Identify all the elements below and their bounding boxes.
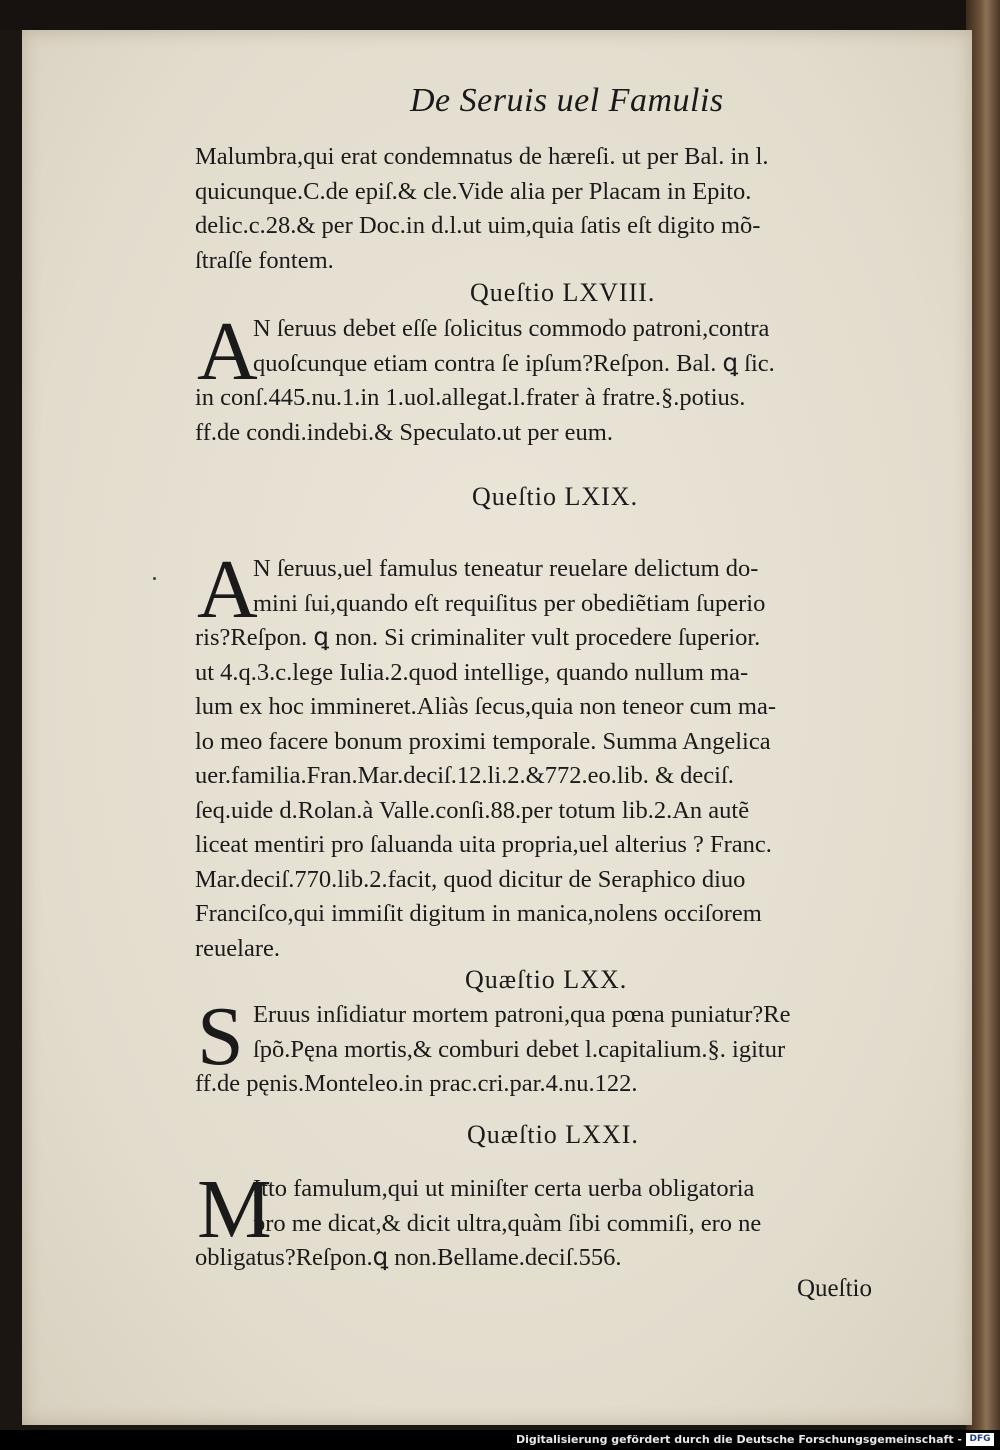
footer-bar [0, 1430, 1000, 1450]
question-68-initial: A [197, 305, 258, 398]
text-line: ſtraſſe fontem. [195, 246, 334, 274]
question-71-text [195, 1163, 940, 1276]
text-line: ff.de condi.indebi.& Speculato.ut per eum. [195, 418, 613, 446]
text-line: obligatus?Reſpon.ꝗ non.Bellame.deciſ.556. [195, 1244, 622, 1271]
text-line: N ſeruus debet eſſe ſolicitus commodo patroni,contra [253, 315, 770, 342]
text-line: lum ex hoc immineret.Aliàs ſecus,quia non teneor cum ma- [195, 693, 777, 720]
paper-speck [153, 577, 156, 580]
question-69-initial: A [197, 543, 258, 636]
text-line: Mar.deciſ.770.lib.2.facit, quod dicitur de Seraphico diuo [195, 865, 746, 893]
text-line: uer.familia.Fran.Mar.deciſ.12.li.2.&772.eo.lib. & deciſ. [195, 762, 734, 789]
text-line: pro me dicat,& dicit ultra,quàm ſibi commiſi, ero ne [253, 1209, 762, 1237]
question-69-text [195, 543, 940, 966]
text-line: mini ſui,quando eſt requiſitus per obediẽtiam ſuperio [253, 589, 766, 617]
text-line: delic.c.28.& per Doc.in d.l.ut uim,quia ſatis eſt digito mõ- [195, 212, 761, 239]
text-line: ff.de pęnis.Monteleo.in prac.cri.par.4.nu.122. [195, 1070, 638, 1097]
text-line: Malumbra,qui erat condemnatus de hæreſi. ut per Bal. in l. [195, 143, 769, 170]
question-70-text [195, 990, 940, 1102]
footer-credit: Digitalisierung gefördert durch die Deutsche Forschungsgemeinschaft - [515, 1433, 962, 1446]
text-line: quicunque.C.de epiſ.& cle.Vide alia per Placam in Epito. [195, 177, 752, 205]
text-line: N ſeruus,uel famulus teneatur reuelare delictum do- [253, 555, 759, 582]
text-line: lo meo facere bonum proximi temporale. Summa Angelica [195, 727, 771, 755]
text-line: reuelare. [195, 934, 280, 962]
text-line: liceat mentiri pro ſaluanda uita propria,uel alterius ? Franc. [195, 831, 772, 858]
text-line: ut 4.q.3.c.lege Iulia.2.quod intellige, quando nullum ma- [195, 658, 749, 686]
text-line: Eruus inſidiatur mortem patroni,qua pœna puniatur?Re [253, 1001, 791, 1028]
running-header: De Seruis uel Famulis [410, 82, 724, 119]
text-line: ſeq.uide d.Rolan.à Valle.conſi.88.per totum lib.2.An autẽ [195, 796, 750, 824]
question-68-text [195, 305, 940, 450]
catchword: Queſtio [797, 1275, 872, 1302]
question-69-heading: Queſtio LXIX. [472, 482, 639, 511]
text-line: ſpõ.Pęna mortis,& comburi debet l.capitalium.§. igitur [253, 1035, 786, 1063]
text-line: Franciſco,qui immiſit digitum in manica,nolens occiſorem [195, 900, 762, 927]
scan-top-edge [0, 0, 1000, 30]
dfg-logo: DFG [966, 1433, 994, 1446]
question-71-heading: Quæſtio LXXI. [467, 1120, 639, 1149]
text-line: quoſcunque etiam contra ſe ipſum?Reſpon. Bal. ꝗ ſic. [253, 349, 775, 377]
question-70-initial: S [197, 990, 244, 1083]
text-line: in conſ.445.nu.1.in 1.uol.allegat.l.frater à fratre.§.potius. [195, 384, 746, 411]
question-70-heading: Quæſtio LXX. [465, 965, 628, 994]
text-line: ris?Reſpon. ꝗ non. Si criminaliter vult procedere ſuperior. [195, 624, 761, 651]
question-68-heading: Queſtio LXVIII. [470, 278, 656, 307]
question-71-initial: M [197, 1163, 272, 1256]
intro-paragraph [195, 140, 940, 278]
text-line: Itto famulum,qui ut miniſter certa uerba obligatoria [253, 1175, 755, 1202]
